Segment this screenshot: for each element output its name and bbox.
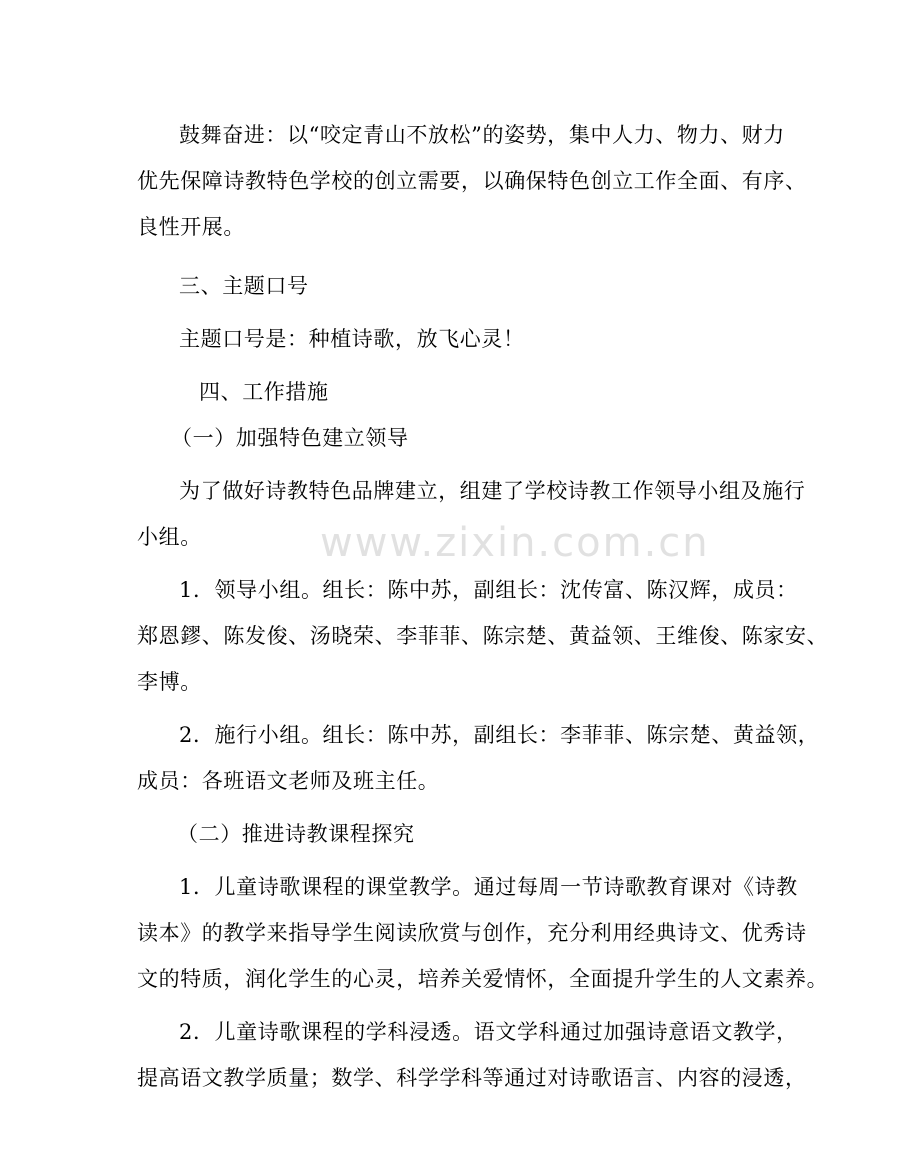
text-line: 2．儿童诗歌课程的学科浸透。语文学科通过加强诗意语文教学，	[179, 1020, 798, 1044]
section-heading: 三、主题口号	[179, 274, 309, 298]
paragraph-classroom-teaching	[137, 864, 829, 1002]
text-line: 主题口号是：种植诗歌，放飞心灵！	[179, 327, 525, 351]
text-line: 读本》的教学来指导学生阅读欣赏与创作，充分利用经典诗文、优秀诗	[137, 921, 807, 945]
text-line: 1．领导小组。组长：陈中苏，副组长：沈传富、陈汉辉，成员：	[179, 578, 798, 602]
subsection-heading: （一）加强特色建立领导	[171, 426, 409, 450]
text-line: 1．儿童诗歌课程的课堂教学。通过每周一节诗歌教育课对《诗教	[179, 875, 798, 899]
subheading-leadership	[137, 415, 787, 461]
text-line: 郑恩鏐、陈发俊、汤晓荣、李菲菲、陈宗楚、黄益领、王维俊、陈家安、	[137, 624, 829, 648]
text-line: 小组。	[137, 525, 202, 549]
heading-work-measures	[137, 369, 787, 415]
paragraph-encouragement	[137, 112, 807, 250]
subheading-curriculum	[137, 811, 787, 857]
subsection-heading: （二）推进诗教课程探究	[177, 822, 415, 846]
text-line: 鼓舞奋进：以“咬定青山不放松”的姿势，集中人力、物力、财力	[179, 123, 785, 147]
text-line: 优先保障诗教特色学校的创立需要，以确保特色创立工作全面、有序、	[137, 169, 807, 193]
text-line: 提高语文教学质量；数学、科学学科等通过对诗歌语言、内容的浸透，	[137, 1066, 807, 1090]
paragraph-leading-group	[137, 567, 829, 705]
text-line: 为了做好诗教特色品牌建立，组建了学校诗教工作领导小组及施行	[179, 479, 806, 503]
section-heading: 四、工作措施	[199, 380, 329, 404]
paragraph-implementation-group	[137, 712, 820, 804]
heading-theme-slogan	[137, 263, 787, 309]
text-line: 2．施行小组。组长：陈中苏，副组长：李菲菲、陈宗楚、黄益领，	[179, 723, 820, 747]
text-line: 成员：各班语文老师及班主任。	[137, 769, 440, 793]
text-line: 李博。	[137, 670, 202, 694]
paragraph-leadership-intro	[137, 468, 806, 560]
text-line: 良性开展。	[137, 215, 245, 239]
watermark: www.zixin.com.cn	[320, 520, 710, 566]
text-line: 文的特质，润化学生的心灵，培养关爱情怀，全面提升学生的人文素养。	[137, 967, 829, 991]
paragraph-slogan	[137, 316, 787, 362]
document-body	[137, 112, 829, 1101]
paragraph-subject-integration	[137, 1009, 807, 1101]
